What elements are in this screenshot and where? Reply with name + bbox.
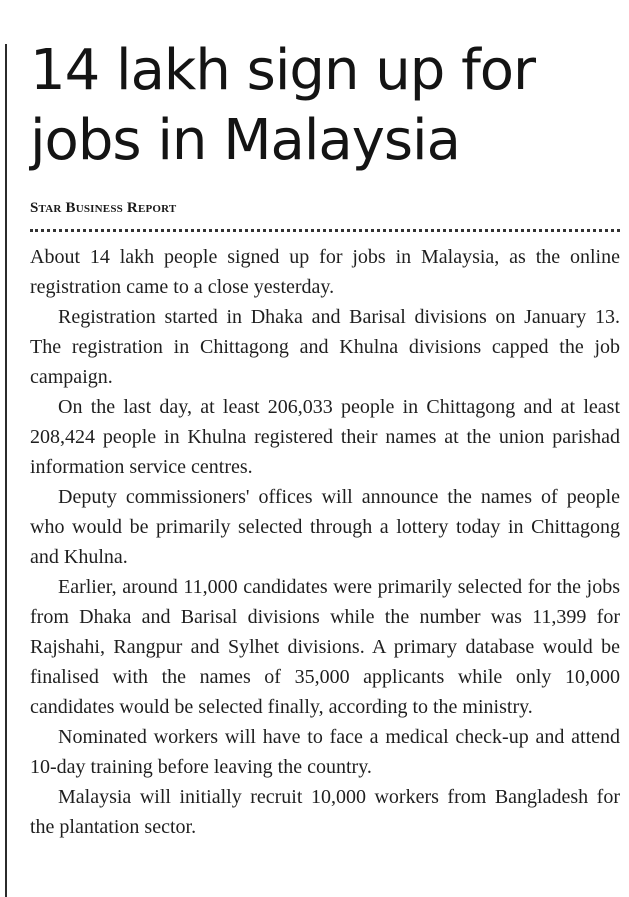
- byline: Star Business Report: [30, 200, 177, 216]
- headline-line-1: 14 lakh sign up for: [30, 38, 536, 103]
- news-article: [30, 36, 620, 842]
- paragraph-4: Deputy commissioners' offices will announce the names of people who would be primarily selected through a lottery today in Chittagong and Khulna.: [30, 486, 620, 568]
- article-body: [30, 242, 620, 842]
- paragraph-2: Registration started in Dhaka and Barisal divisions on January 13. The registration in Chittagong and Khulna divisions capped the job campaign.: [30, 306, 620, 388]
- column-rule: [5, 44, 7, 897]
- paragraph-6: Nominated workers will have to face a medical check-up and attend 10-day training before leaving the country.: [30, 726, 620, 778]
- headline-line-2: jobs in Malaysia: [30, 108, 460, 173]
- paragraph-5: Earlier, around 11,000 candidates were primarily selected for the jobs from Dhaka and Barisal divisions while the number was 11,399 for Rajshahi, Rangpur and Sylhet divisions. A primary database would be finalised with the names of 35,000 applicants while only 10,000 candidates would be selected finally, according to the ministry.: [30, 576, 620, 718]
- paragraph-3: On the last day, at least 206,033 people in Chittagong and at least 208,424 people in Khulna registered their names at the union parishad information service centres.: [30, 396, 620, 478]
- dotted-divider: [30, 229, 620, 232]
- paragraph-7: Malaysia will initially recruit 10,000 workers from Bangladesh for the plantation sector.: [30, 786, 620, 838]
- headline: [30, 36, 620, 176]
- paragraph-1: About 14 lakh people signed up for jobs in Malaysia, as the online registration came to a close yesterday.: [30, 246, 620, 298]
